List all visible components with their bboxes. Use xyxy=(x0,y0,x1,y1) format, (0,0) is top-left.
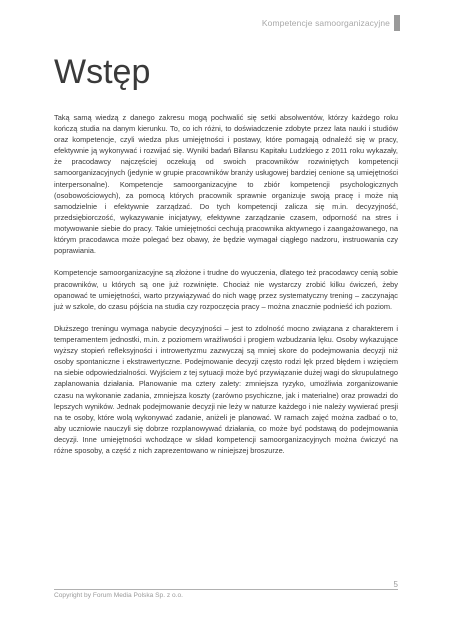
paragraph: Dłuższego treningu wymaga nabycie decyzyjności – jest to zdolność mocno związana z charakterem i temperamentem jednostki, m.in. z poziomem wrażliwości i progiem wzbudzania lęku. Osoby wykazujące wyższy stopień refleksyjności i introwertyzmu zazwyczaj są mniej skore do podejmowania decyzji niż osoby spontaniczne i ekstrawertyczne. Podejmowanie decyzji często rodzi lęk przed błędem i wzięciem na siebie odpowiedzialności. Wyjściem z tej sytuacji może być przywiązanie dużej wagi do skrupulatnego zaplanowania działania. Planowanie ma cztery zalety: zmniejsza ryzyko, umożliwia zorganizowanie czasu na wykonanie zadania, zmniejsza koszty (zarówno psychiczne, jak i materialne) oraz prowadzi do lepszych wyników. Jednak podejmowanie decyzji nie leży w naturze każdego i nie należy wywierać presji na te osoby, które wolą wykonywać zadanie, aniżeli je planować. W ramach zajęć można zadbać o to, aby uczniowie nauczyli się dobrze rozplanowywać działania, co może być podstawą do podejmowania decyzji. Inne umiejętności wchodzące w skład kompetencji samoorganizacyjnych można ćwiczyć na różne sposoby, a część z nich zaprezentowano w niniejszej broszurze. xyxy=(54,323,398,455)
paragraph: Kompetencje samoorganizacyjne są złożone i trudne do wyuczenia, dlatego też pracodawcy cenią sobie pracowników, u których są one już rozwinięte. Chociaż nie wystarczy zrobić kilku ćwiczeń, żeby opanować te umiejętności, warto przywiązywać do nich wagę przez systematyczny trening – zaczynając już w szkole, do czasu pójścia na studia czy rozpoczęcia pracy – można znacznie podnieść ich poziom. xyxy=(54,268,398,311)
header-marker-bar xyxy=(394,15,400,31)
footer-copyright: Copyright by Forum Media Polska Sp. z o.o. xyxy=(54,592,183,599)
running-header: Kompetencje samoorganizacyjne xyxy=(261,18,390,28)
page-title: Wstęp xyxy=(54,53,151,91)
page-number: 5 xyxy=(393,580,398,589)
body-text xyxy=(54,112,398,467)
footer-divider xyxy=(54,589,398,590)
paragraph: Taką samą wiedzą z danego zakresu mogą pochwalić się setki absolwentów, którzy każdego roku kończą studia na danym kierunku. To, co ich różni, to doświadczenie zdobyte przez lata nauki i studiów oraz kompetencje, czyli wiedza plus umiejętności i postawy, które pomagają odnaleźć się w pracy, efektywnie ją wykonywać i rozwijać się. Wyniki badań Bilansu Kapitału Ludzkiego z 2011 roku wykazały, że pracodawcy najczęściej oczekują od swoich pracowników rozwiniętych kompetencji samoorganizacyjnych (jedynie w grupie pracowników branży usługowej bardziej cenione są umiejętności interpersonalne). Kompetencje samoorganizacyjne to zbiór kompetencji psychologicznych (osobowościowych), za pomocą których pracownik sprawnie organizuje swoją pracę i może nią samodzielnie i efektywnie zarządzać. Do tych kompetencji zalicza się m.in. decyzyjność, przedsiębiorczość, wykazywanie inicjatywy, efektywne zarządzanie czasem, odporność na stres i motywowanie siebie do pracy. Takie umiejętności cechują pracownika aktywnego i zaangażowanego, na którym pracodawca może polegać bez obawy, że będzie wymagał ciągłego nadzoru, instruowania czy poprawiania. xyxy=(54,113,398,256)
